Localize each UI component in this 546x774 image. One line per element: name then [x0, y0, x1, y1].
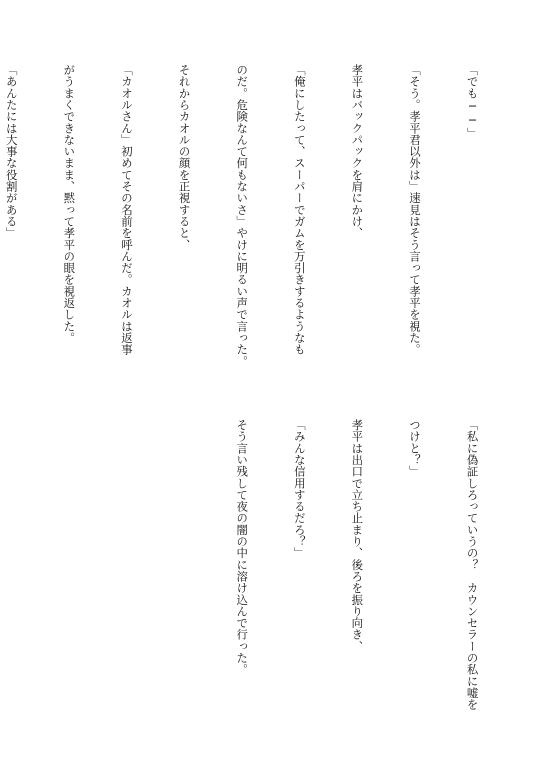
text-line: 「私に偽証しろっていうの？ カウンセラーの私に嘘を [465, 419, 480, 711]
text-line: つけと？」 [407, 419, 422, 478]
text-line: のだ。危険なんて何もないさ」やけに明るい声で言った。 [235, 64, 250, 367]
text-line: 「みんな信用するだろ？」 [292, 419, 307, 559]
text-line: 「あんたには大事な役割がある」 [4, 64, 19, 239]
text-line: 孝平はバックパックを肩にかけ、 [350, 64, 365, 239]
lower-text-block [0, 419, 520, 741]
text-line: 「俺にしたって、スーパーでガムを万引きするようなも [292, 64, 307, 356]
text-line: それからカオルの顔を正視すると、 [177, 64, 192, 251]
text-line: 「でも──」 [465, 64, 480, 140]
text-line: 「カオルさん」初めてその名前を呼んだ。カオルは返事 [119, 64, 134, 356]
text-line: そう言い残して夜の闇の中に溶け込んで行った。 [235, 419, 250, 676]
upper-text-block [0, 64, 520, 386]
text-line: 孝平は出口で立ち止まり、後ろを振り向き、 [350, 419, 365, 652]
text-line: がうまくできないまま、黙って孝平の眼を視返した。 [62, 64, 77, 344]
text-line: 「そう。孝平君以外は」速見はそう言って孝平を視た。 [407, 64, 422, 356]
